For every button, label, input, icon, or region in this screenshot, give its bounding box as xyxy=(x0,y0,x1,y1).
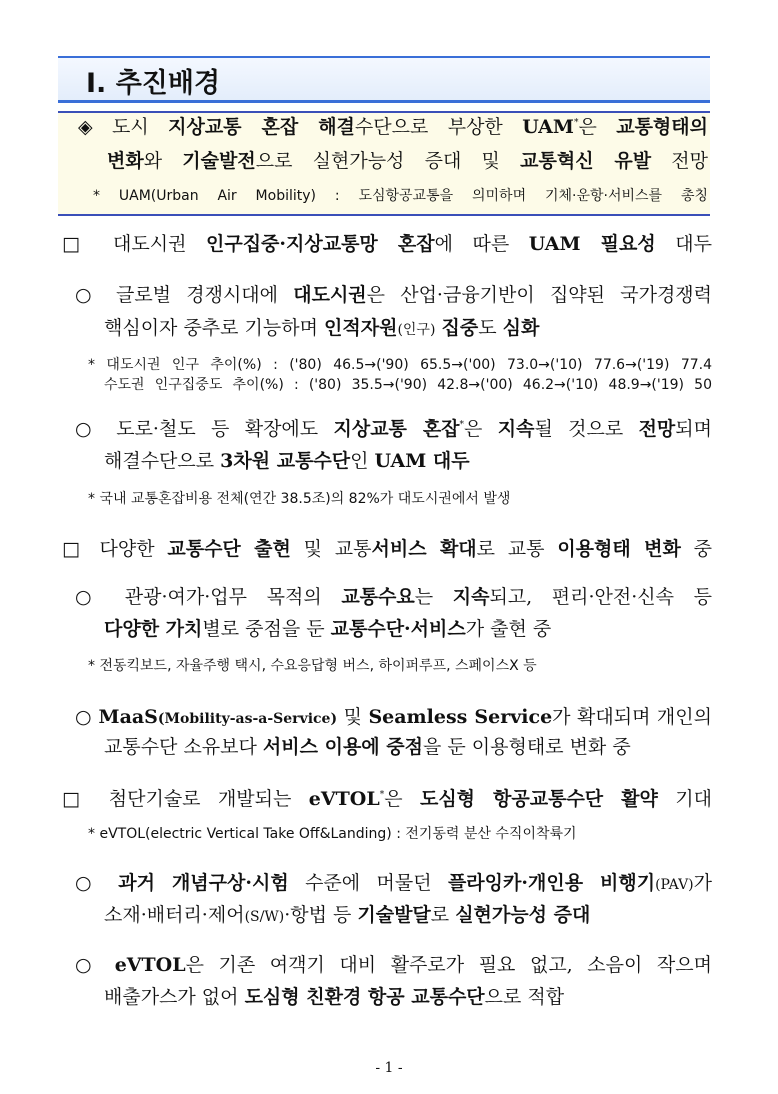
text-run: ○ xyxy=(75,706,99,728)
text-run: 은 산업·금융기반이 집약된 국가경쟁력 xyxy=(366,284,713,306)
text-run: 수단으로 부상한 xyxy=(354,116,523,138)
emphasis-text: 전망 xyxy=(638,418,676,440)
text-run: 수도권 인구집중도 추이(%) : ('80) 35.5→('90) 42.8→('00) 46.2→('10) 48.9→('19) 50 xyxy=(104,377,712,393)
emphasis-text: 실현가능성 증대 xyxy=(455,904,591,926)
footnote-line xyxy=(104,378,712,392)
body-text-line xyxy=(104,988,564,1007)
emphasis-text: eVTOL xyxy=(114,954,186,976)
body-text-line xyxy=(62,790,712,809)
emphasis-text: UAM 대두 xyxy=(374,450,470,472)
emphasis-text: 이용형태 변화 xyxy=(557,538,681,560)
text-run: 교통수단 소유보다 xyxy=(104,736,263,758)
text-run: ◈ 도시 xyxy=(78,116,169,138)
emphasis-text: 교통수단·서비스 xyxy=(330,618,466,640)
text-run: □ 다양한 xyxy=(62,538,168,560)
emphasis-text: 교통수요 xyxy=(341,586,415,608)
text-run: □ 대도시권 xyxy=(62,233,206,255)
text-run: 가 xyxy=(693,872,713,894)
emphasis-text: 교통혁신 유발 xyxy=(520,150,652,172)
emphasis-text: 서비스 확대 xyxy=(371,538,477,560)
text-run: 전망 xyxy=(651,150,708,172)
text-run: 가 출현 중 xyxy=(465,618,552,640)
emphasis-text: 3차원 교통수단 xyxy=(220,450,351,472)
emphasis-text: UAM 필요성 xyxy=(528,233,656,255)
text-run: * 국내 교통혼잡비용 전체(연간 38.5조)의 82%가 대도시권에서 발생 xyxy=(88,491,511,507)
text-run: 별로 중점을 둔 xyxy=(202,618,331,640)
emphasis-text: 플라잉카·개인용 비행기 xyxy=(447,872,656,894)
emphasis-text: 집중 xyxy=(441,317,479,339)
emphasis-text: MaaS xyxy=(98,706,158,728)
text-run: 대두 xyxy=(655,233,713,255)
text-run: 은 xyxy=(464,418,498,440)
text-run: ○ xyxy=(75,872,119,894)
text-run: 은 xyxy=(384,788,420,810)
footnote-line xyxy=(88,358,712,372)
text-run: ○ 글로벌 경쟁시대에 xyxy=(75,284,294,306)
emphasis-text: 변화 xyxy=(107,150,144,172)
section-title-bar xyxy=(58,56,710,103)
text-run: 와 xyxy=(143,150,183,172)
footnote-marker: * xyxy=(573,118,579,128)
text-run: * 대도시권 인구 추이(%) : ('80) 46.5→('90) 65.5→('00) 73.0→('10) 77.6→('19) 77.4 xyxy=(88,357,712,373)
text-run: 인 xyxy=(350,450,375,472)
emphasis-text: 서비스 이용에 중점 xyxy=(262,736,423,758)
body-text-line xyxy=(75,588,712,607)
emphasis-text: 다양한 가치 xyxy=(104,618,203,640)
emphasis-text: 과거 개념구상·시험 xyxy=(118,872,289,894)
emphasis-text: UAM xyxy=(522,116,574,138)
text-run: □ 첨단기술로 개발되는 xyxy=(62,788,309,810)
emphasis-text: 인구집중·지상교통망 혼잡 xyxy=(205,233,435,255)
text-run: 되며 xyxy=(675,418,712,440)
emphasis-text: 교통형태의 xyxy=(616,116,708,138)
emphasis-text: 도심형 항공교통수단 활약 xyxy=(419,788,658,810)
emphasis-text: 도심형 친환경 항공 교통수단 xyxy=(244,986,485,1008)
text-run: 및 교통 xyxy=(290,538,372,560)
text-run: 핵심이자 중추로 기능하며 xyxy=(104,317,325,339)
text-run: 은 xyxy=(578,116,617,138)
text-run: ·항법 등 xyxy=(284,904,358,926)
text-run: * UAM(Urban Air Mobility) : 도심항공교통을 의미하며 기체·운항·서비스를 총칭 xyxy=(93,188,708,204)
text-run: ○ xyxy=(75,954,115,976)
text-run: 으로 적합 xyxy=(484,986,565,1008)
body-text-line xyxy=(78,118,708,137)
text-run: 및 xyxy=(337,706,369,728)
text-run: * eVTOL(electric Vertical Take Off&Landing) : 전기동력 분산 수직이착륙기 xyxy=(88,826,577,842)
body-text-line xyxy=(104,906,590,925)
emphasis-text: 심화 xyxy=(502,317,540,339)
emphasis-text: 대도시권 xyxy=(293,284,367,306)
text-run: * 전동킥보드, 자율주행 택시, 수요응답형 버스, 하이퍼루프, 스페이스X 등 xyxy=(88,658,537,674)
text-run: 로 교통 xyxy=(476,538,558,560)
body-text-line xyxy=(104,738,631,757)
footnote-line xyxy=(88,659,537,673)
footnote-line xyxy=(88,492,510,506)
body-text-line xyxy=(75,874,712,893)
body-text-line xyxy=(107,152,708,171)
emphasis-text: 기술발전 xyxy=(182,150,256,172)
emphasis-text: (Mobility-as-a-Service) xyxy=(157,711,338,727)
section-title: Ⅰ. 추진배경 xyxy=(86,68,221,99)
text-run: ○ 도로·철도 등 확장에도 xyxy=(75,418,334,440)
emphasis-text: 교통수단 출현 xyxy=(167,538,291,560)
emphasis-text: 지상교통 혼잡 xyxy=(333,418,460,440)
text-run: 는 xyxy=(414,586,453,608)
text-run: 수준에 머물던 xyxy=(288,872,448,894)
text-run: 되고, 편리·안전·신속 등 xyxy=(489,586,712,608)
body-text-line xyxy=(75,708,712,727)
text-run: 에 따른 xyxy=(434,233,529,255)
footnote-line xyxy=(93,189,708,203)
footnote-marker: * xyxy=(379,790,385,800)
text-run: (인구) xyxy=(397,322,436,338)
text-run: 될 것으로 xyxy=(534,418,639,440)
body-text-line xyxy=(75,286,712,305)
footnote-line xyxy=(88,827,577,841)
text-run: 을 둔 이용형태로 변화 중 xyxy=(422,736,631,758)
text-run: 해결수단으로 xyxy=(104,450,221,472)
emphasis-text: 기술발달 xyxy=(357,904,431,926)
text-run: 중 xyxy=(680,538,712,560)
emphasis-text: Seamless Service xyxy=(368,706,553,728)
text-run: 은 기존 여객기 대비 활주로가 필요 없고, 소음이 작으며 xyxy=(185,954,712,976)
body-text-line xyxy=(104,620,551,639)
text-run: (S/W) xyxy=(244,909,285,925)
text-run: 도 xyxy=(478,317,503,339)
text-run: 으로 실현가능성 증대 및 xyxy=(255,150,521,172)
body-text-line xyxy=(104,319,539,338)
body-text-line xyxy=(62,235,712,254)
text-run: 소재·배터리·제어 xyxy=(104,904,245,926)
text-run: 로 xyxy=(430,904,456,926)
body-text-line xyxy=(104,452,470,471)
text-run: 가 확대되며 개인의 xyxy=(552,706,712,728)
text-run: ○ 관광·여가·업무 목적의 xyxy=(75,586,342,608)
text-run: (PAV) xyxy=(655,877,694,893)
emphasis-text: eVTOL xyxy=(308,788,380,810)
page-number: - 1 - xyxy=(375,1060,403,1076)
emphasis-text: 지속 xyxy=(452,586,490,608)
text-run: 배출가스가 없어 xyxy=(104,986,245,1008)
emphasis-text: 지속 xyxy=(497,418,535,440)
text-run: 기대 xyxy=(657,788,712,810)
body-text-line xyxy=(75,956,712,975)
emphasis-text: 인적자원 xyxy=(324,317,398,339)
emphasis-text: 지상교통 혼잡 해결 xyxy=(168,116,355,138)
footnote-marker: * xyxy=(459,420,465,430)
body-text-line xyxy=(75,420,712,439)
body-text-line xyxy=(62,540,712,559)
